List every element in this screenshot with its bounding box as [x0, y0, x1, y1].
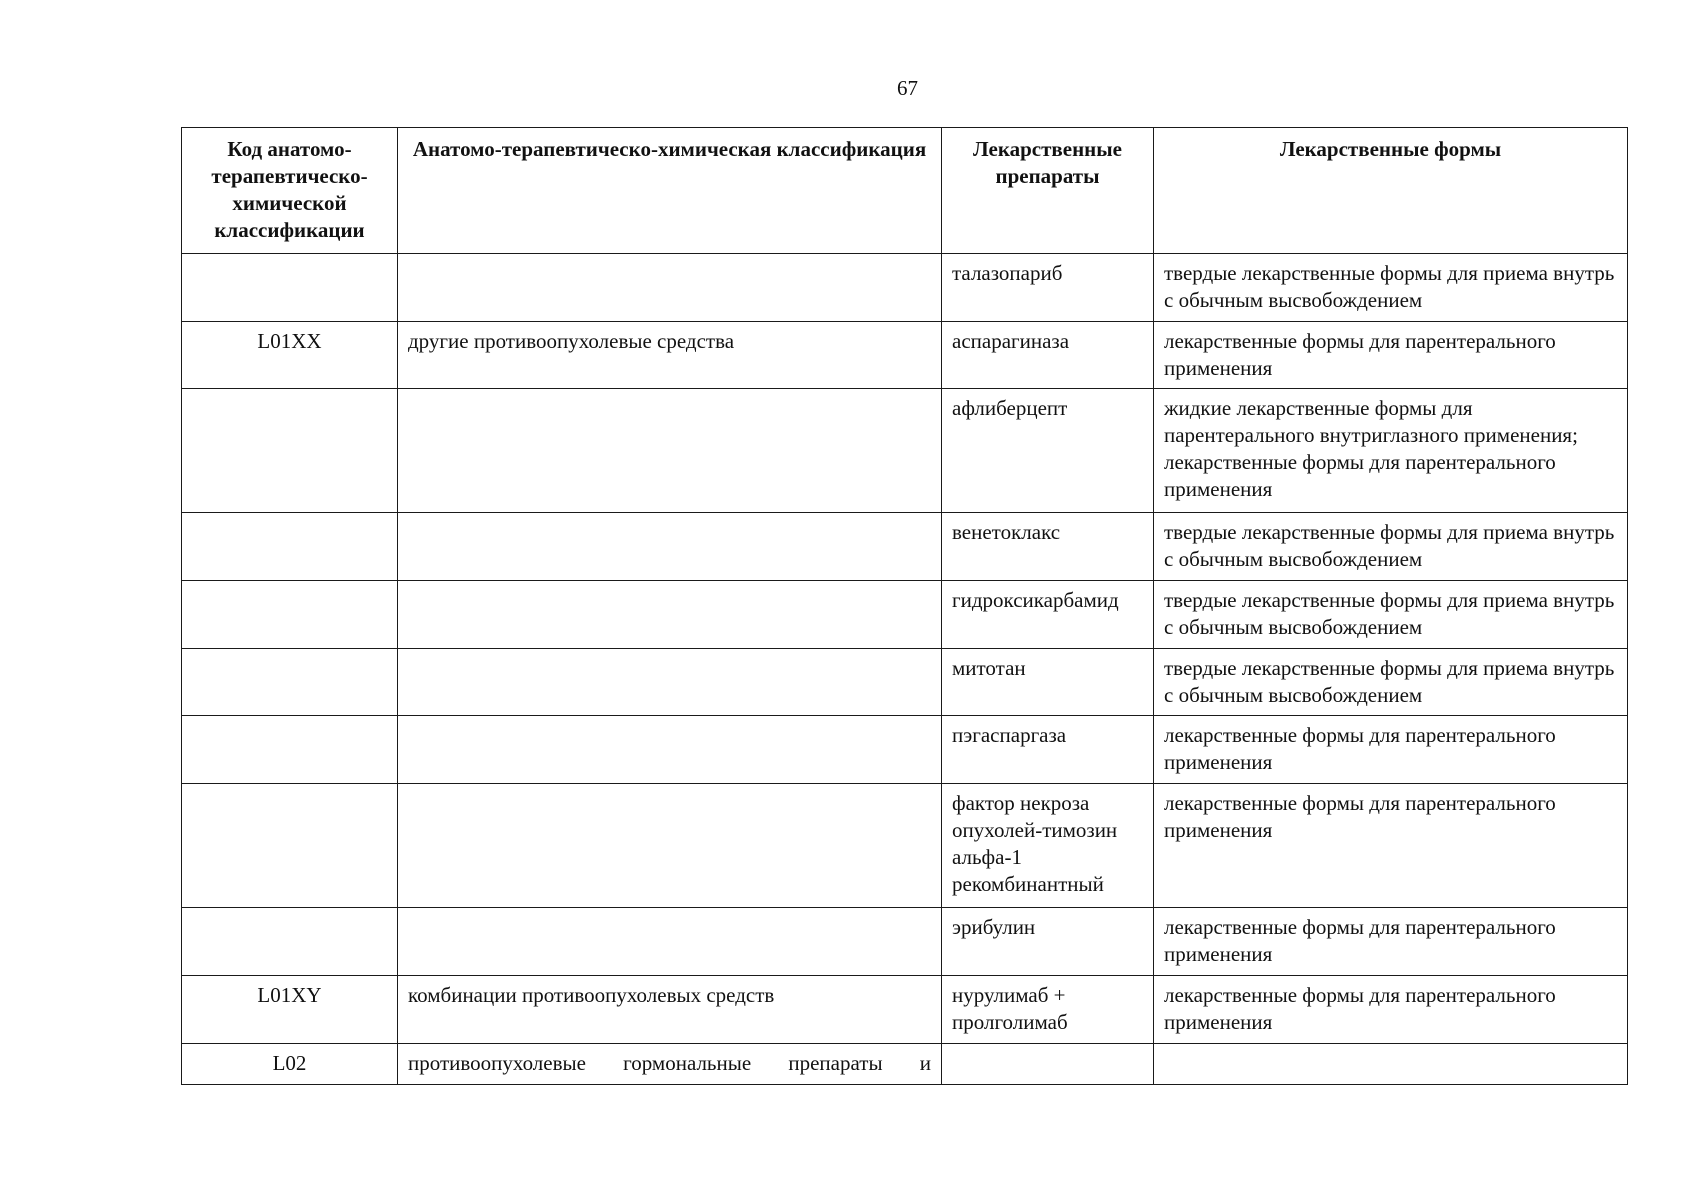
cell-classification: комбинации противоопухолевых средств — [398, 976, 942, 1044]
cell-code: L02 — [182, 1044, 398, 1085]
table-header-row — [182, 128, 1628, 254]
cell-form: жидкие лекарственные формы для парентерального внутриглазного применения; лекарственные формы для парентерального применения — [1154, 389, 1628, 513]
cell-form: твердые лекарственные формы для приема внутрь с обычным высвобождением — [1154, 581, 1628, 649]
cell-code — [182, 389, 398, 513]
cell-classification — [398, 513, 942, 581]
cell-drug: талазопариб — [942, 254, 1154, 322]
cell-classification — [398, 649, 942, 716]
cell-drug — [942, 1044, 1154, 1085]
table-row — [182, 513, 1628, 581]
table-row — [182, 976, 1628, 1044]
cell-code — [182, 649, 398, 716]
cell-form: твердые лекарственные формы для приема внутрь с обычным высвобождением — [1154, 649, 1628, 716]
cell-drug: аспарагиназа — [942, 322, 1154, 389]
cell-form: лекарственные формы для парентерального применения — [1154, 716, 1628, 784]
table-row — [182, 322, 1628, 389]
cell-classification — [398, 254, 942, 322]
cell-code — [182, 513, 398, 581]
table-row — [182, 254, 1628, 322]
cell-classification — [398, 716, 942, 784]
cell-drug: афлиберцепт — [942, 389, 1154, 513]
cell-classification — [398, 581, 942, 649]
table-row — [182, 389, 1628, 513]
table-row — [182, 716, 1628, 784]
cell-classification — [398, 908, 942, 976]
cell-drug: нурулимаб + пролголимаб — [942, 976, 1154, 1044]
table-row — [182, 784, 1628, 908]
cell-classification: другие противоопухолевые средства — [398, 322, 942, 389]
header-atc-classification: Анатомо-терапевтическо-химическая классификация — [398, 128, 942, 254]
cell-form: твердые лекарственные формы для приема внутрь с обычным высвобождением — [1154, 254, 1628, 322]
cell-code — [182, 908, 398, 976]
cell-classification — [398, 389, 942, 513]
cell-form: твердые лекарственные формы для приема внутрь с обычным высвобождением — [1154, 513, 1628, 581]
cell-code — [182, 716, 398, 784]
cell-classification: противоопухолевые гормональные препараты и — [398, 1044, 942, 1085]
table-row — [182, 1044, 1628, 1085]
page-number: 67 — [897, 76, 918, 100]
table-row — [182, 581, 1628, 649]
cell-code: L01XY — [182, 976, 398, 1044]
cell-code — [182, 784, 398, 908]
cell-form — [1154, 1044, 1628, 1085]
cell-code — [182, 254, 398, 322]
cell-form: лекарственные формы для парентерального применения — [1154, 322, 1628, 389]
header-dosage-forms: Лекарственные формы — [1154, 128, 1628, 254]
cell-drug: венетоклакс — [942, 513, 1154, 581]
cell-drug: митотан — [942, 649, 1154, 716]
cell-drug: фактор некроза опухолей-тимозин альфа-1 рекомбинантный — [942, 784, 1154, 908]
cell-drug: гидроксикарбамид — [942, 581, 1154, 649]
cell-form: лекарственные формы для парентерального применения — [1154, 908, 1628, 976]
header-drugs: Лекарственные препараты — [942, 128, 1154, 254]
cell-form: лекарственные формы для парентерального применения — [1154, 976, 1628, 1044]
cell-code: L01XX — [182, 322, 398, 389]
header-atc-code: Код анатомо-терапевтическо-химической классификации — [182, 128, 398, 254]
cell-drug: пэгаспаргаза — [942, 716, 1154, 784]
cell-classification — [398, 784, 942, 908]
atc-classification-table — [181, 127, 1628, 1085]
cell-code — [182, 581, 398, 649]
cell-form: лекарственные формы для парентерального применения — [1154, 784, 1628, 908]
table-row — [182, 908, 1628, 976]
cell-drug: эрибулин — [942, 908, 1154, 976]
table-row — [182, 649, 1628, 716]
